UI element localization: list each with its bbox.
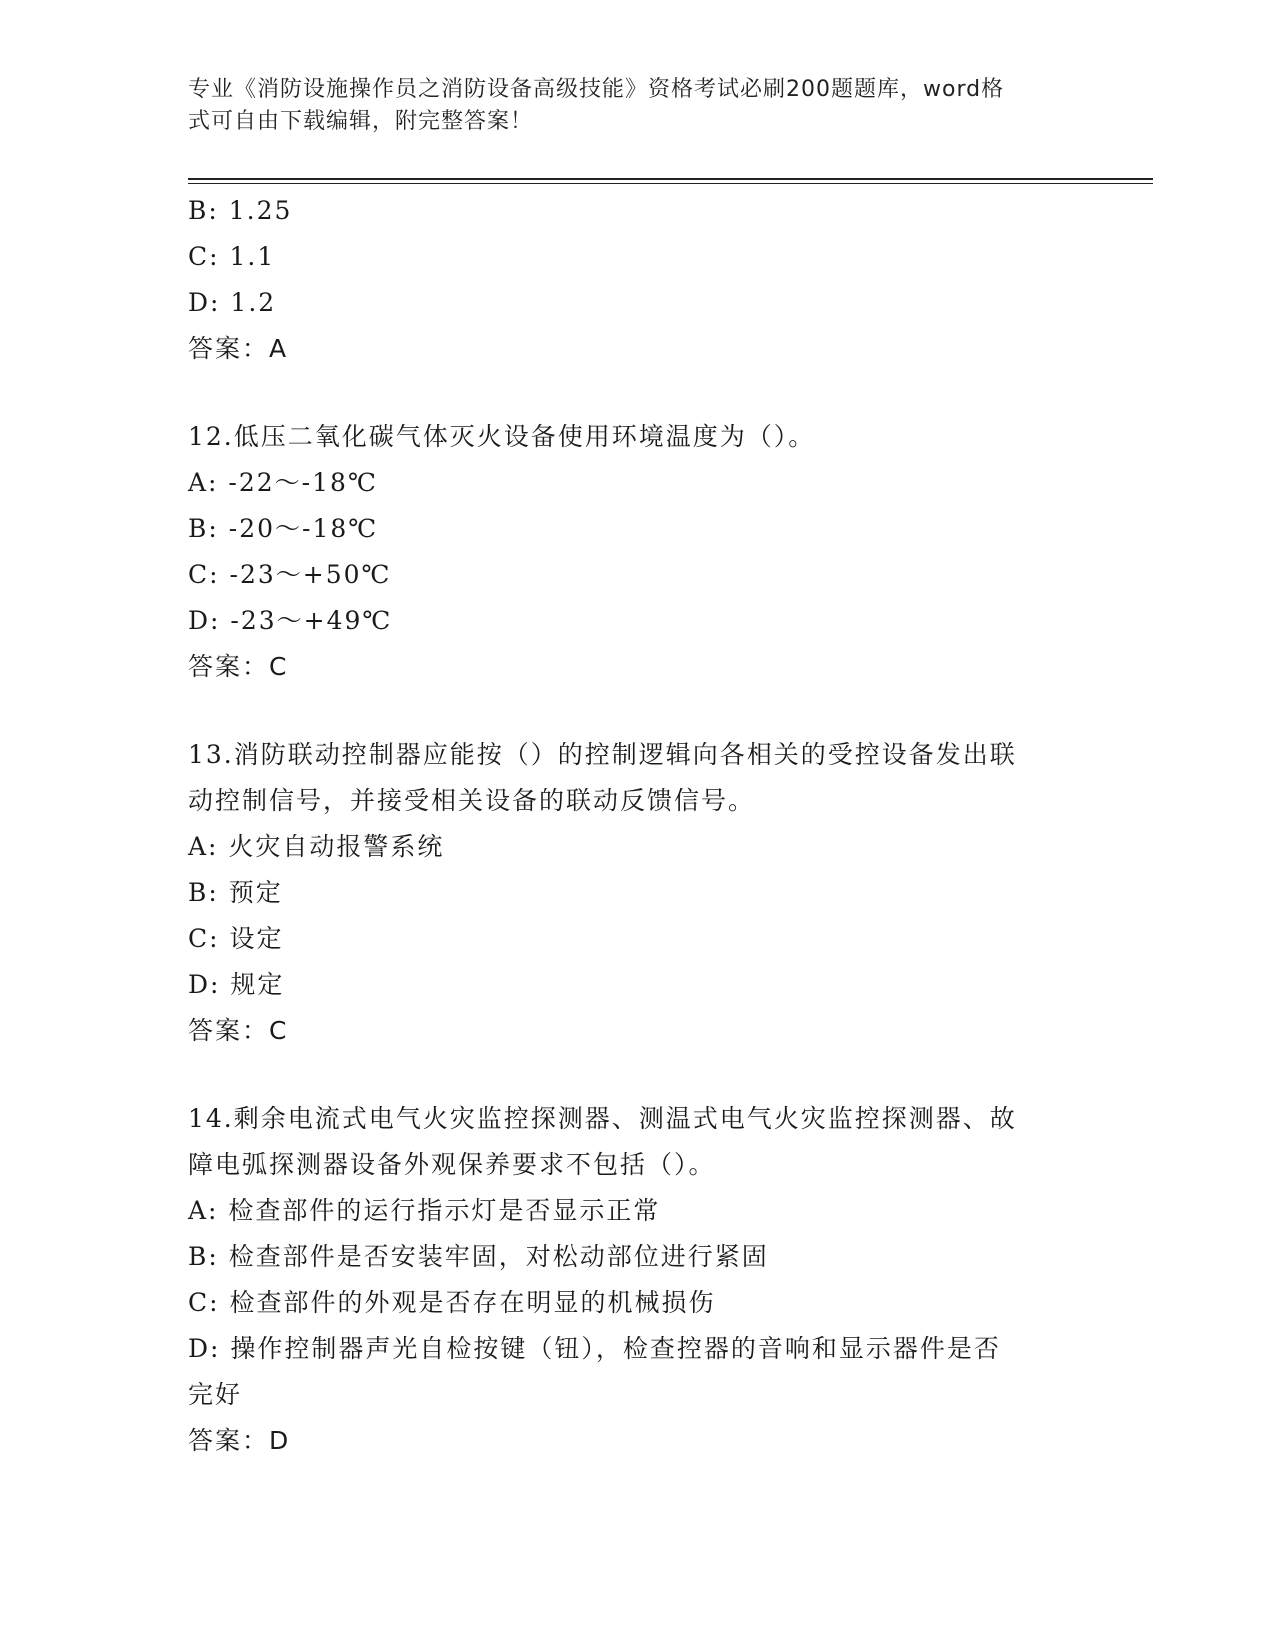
header-divider-thin (188, 183, 1153, 184)
question-list (188, 188, 1088, 1464)
question-stem: 12.低压二氧化碳气体灭火设备使用环境温度为（）。 (188, 422, 816, 451)
question-stem-line-2: 动控制信号，并接受相关设备的联动反馈信号。 (188, 786, 756, 815)
answer: 答案：D (188, 1426, 291, 1455)
option-d-line-2: 完好 (188, 1380, 243, 1409)
answer: 答案：C (188, 652, 289, 681)
question-11-continued (188, 188, 1088, 372)
answer: 答案：A (188, 334, 289, 363)
header-divider (188, 178, 1153, 180)
document-header (188, 74, 1068, 138)
option-d-line-1: D: 操作控制器声光自检按键（钮），检查控器的音响和显示器件是否 (188, 1334, 1001, 1363)
header-line-2: 式可自由下载编辑，附完整答案！ (188, 109, 534, 134)
question-stem-line-1: 14.剩余电流式电气火灾监控探测器、测温式电气火灾监控探测器、故 (188, 1104, 1017, 1133)
option-b: B: -20～-18℃ (188, 514, 379, 543)
option-c: C: 设定 (188, 924, 284, 953)
option-a: A: -22～-18℃ (188, 468, 378, 497)
question-stem-line-2: 障电弧探测器设备外观保养要求不包括（）。 (188, 1150, 716, 1179)
option-b: B: 1.25 (188, 196, 293, 225)
option-d: D: 规定 (188, 970, 285, 999)
header-line-1: 专业《消防设施操作员之消防设备高级技能》资格考试必刷200题题库，word格 (188, 77, 1005, 102)
question-stem-line-1: 13.消防联动控制器应能按（）的控制逻辑向各相关的受控设备发出联 (188, 740, 1017, 769)
option-d: D: 1.2 (188, 288, 277, 317)
option-c: C: 1.1 (188, 242, 276, 271)
option-a: A: 检查部件的运行指示灯是否显示正常 (188, 1196, 661, 1225)
question-12 (188, 414, 1088, 690)
option-c: C: 检查部件的外观是否存在明显的机械损伤 (188, 1288, 716, 1317)
question-14 (188, 1096, 1088, 1464)
answer: 答案：C (188, 1016, 289, 1045)
option-b: B: 检查部件是否安装牢固，对松动部位进行紧固 (188, 1242, 769, 1271)
option-c: C: -23～+50℃ (188, 560, 392, 589)
option-b: B: 预定 (188, 878, 283, 907)
option-a: A: 火灾自动报警系统 (188, 832, 445, 861)
option-d: D: -23～+49℃ (188, 606, 393, 635)
question-13 (188, 732, 1088, 1054)
